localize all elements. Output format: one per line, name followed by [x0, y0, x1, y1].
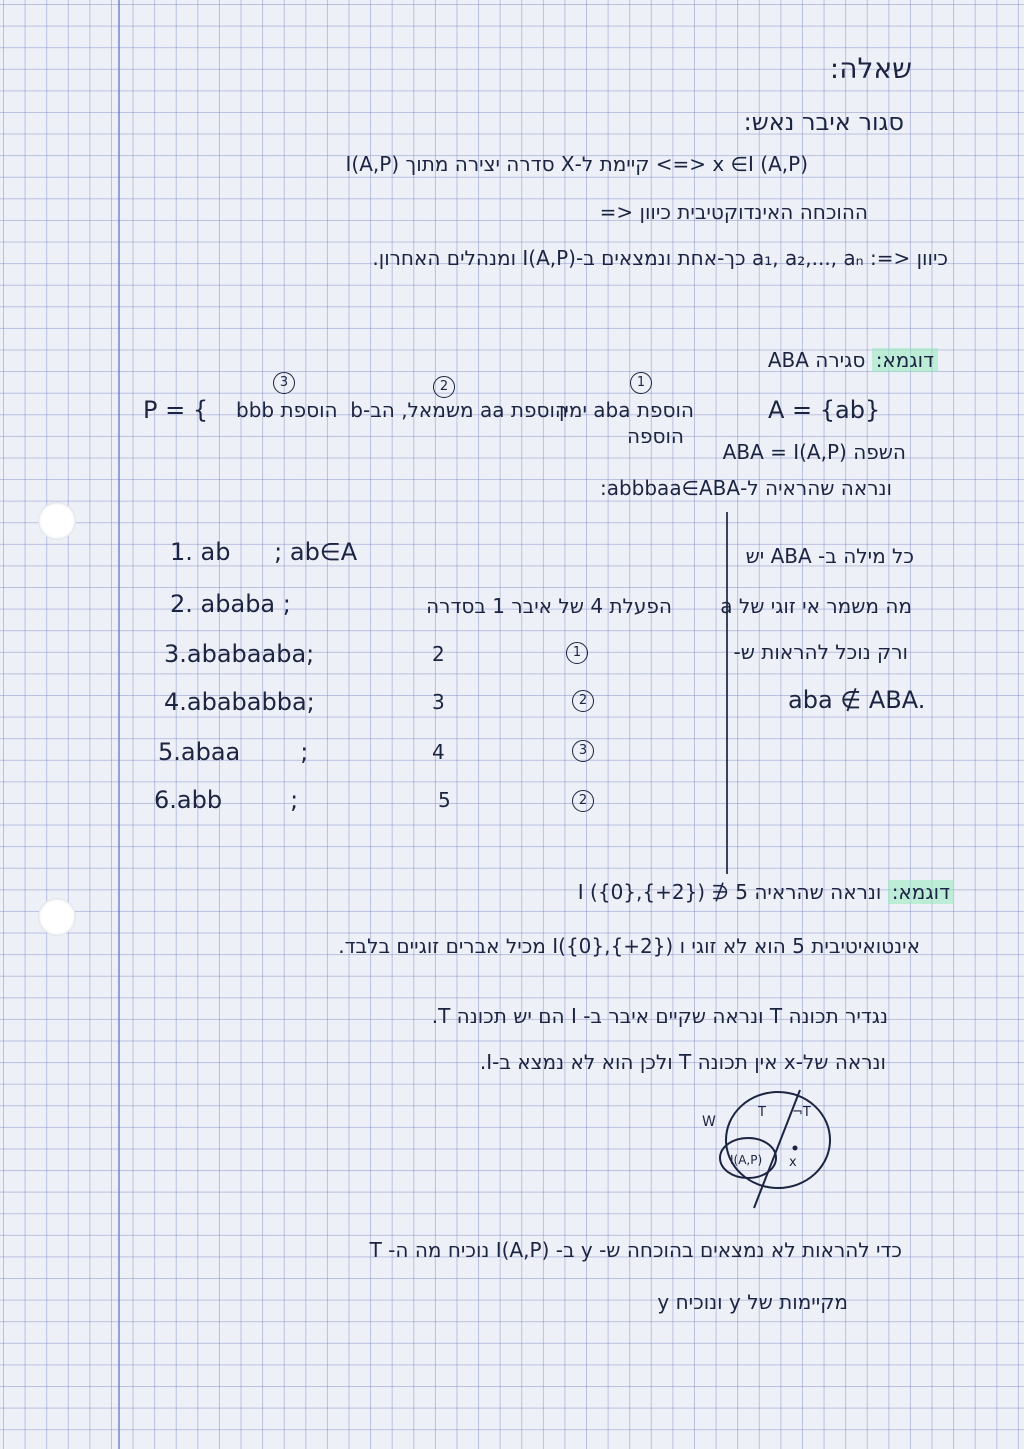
W-set-ellipse [726, 1092, 830, 1188]
example-title: סגירה ABA [767, 348, 866, 372]
step-1 [170, 538, 357, 566]
example-2-line-2: נגדיר תכונה T ונראה שקיים איבר ב- I הם יש תכונה T. [431, 1004, 888, 1028]
closure-definition-line: x ∈I (A,P) <=> קיימת ל-X סדרה יצירה מתוך I(A,P) [345, 152, 808, 176]
step-word: ababa [200, 590, 276, 618]
step-number: 4. [164, 688, 187, 716]
W-label: W [702, 1114, 716, 1130]
step-3-operation: 1 [566, 642, 588, 664]
closure-definition-heading: סגור איבר נאש: [743, 108, 904, 136]
step-2-explanation: הפעלת 4 של איבר 1 בסדרה [426, 594, 672, 618]
proof-direction-line: ההוכחה האינדוקטיבית כיוון <= [599, 200, 868, 224]
step-4 [164, 688, 315, 716]
example-2-heading [578, 880, 954, 904]
binder-hole-bottom [38, 898, 76, 936]
side-note-line-4: aba ∉ ABA. [788, 686, 926, 714]
proof-converse-line: כיוון <=: a₁, a₂,..., aₙ כך-אחת ונמצאים ב-I(A,P) ומנהלים האחרון. [372, 246, 948, 270]
step-reason: ; ab∈A [274, 538, 358, 566]
P-definition: P = { [143, 396, 209, 424]
venn-diagram [700, 1080, 840, 1220]
conclusion-line-1: כדי להראות לא נמצאים בהוכחה ש- y ב- I(A,P) נוכיח מה ה- T [369, 1238, 902, 1262]
operation-3: bbb הוספת [236, 398, 338, 422]
side-note-line-2: מה משמר אי זוגי של a [720, 594, 912, 618]
I-label: I(A,P) [730, 1153, 763, 1167]
T-label: T [758, 1105, 766, 1120]
example-2-line-3: ונראה של-x אין תכונה T ולכן הוא לא נמצא ב-I. [479, 1050, 886, 1074]
step-number: 3. [164, 640, 187, 668]
not-T-label: ¬T [792, 1105, 811, 1120]
step-word: ababaaba [186, 640, 307, 668]
step-2 [170, 590, 291, 618]
step-6-operation: 2 [572, 790, 594, 812]
show-line: ונראה שהראיה ל-abbbaa∈ABA: [599, 476, 892, 500]
step-6 [154, 786, 298, 814]
conclusion-line-2: מקיימות של y ונוכיח y [657, 1290, 848, 1314]
step-reason: ; [306, 640, 315, 668]
operation-1-marker: 1 [630, 372, 652, 394]
step-number: 6. [154, 786, 177, 814]
step-word: abb [176, 786, 223, 814]
step-4-operation: 2 [572, 690, 594, 712]
step-word: abababba [186, 688, 307, 716]
example-2-line-1: אינטואיטיבית 5 הוא לא זוגי ו I({0},{+2}) מכיל אברים זוגיים בלבד. [338, 934, 920, 958]
step-3-iteration: 2 [432, 642, 445, 666]
operation-3-marker: 3 [273, 372, 295, 394]
side-note-line-3: ורק נוכל להראות ש- [733, 640, 908, 664]
step-5-iteration: 4 [432, 740, 445, 764]
operation-continuation: הוספה [626, 424, 684, 448]
closure-equation: השפה ABA = I(A,P) [722, 440, 906, 464]
margin-line [118, 0, 120, 1449]
step-word: abaa [180, 738, 241, 766]
operation-2: הוספת aa משמאל, הב-b [350, 398, 568, 422]
example-2-text: ונראה שהראיה 5 ∉ I ({0},{+2}) [577, 880, 882, 904]
example-label: דוגמא: [872, 348, 938, 372]
step-4-iteration: 3 [432, 690, 445, 714]
x-label: x [789, 1155, 797, 1170]
step-reason: ; [290, 786, 299, 814]
step-word: ab [200, 538, 231, 566]
step-5-operation: 3 [572, 740, 594, 762]
step-reason: ; [300, 738, 309, 766]
step-number: 1. [170, 538, 193, 566]
step-6-iteration: 5 [438, 788, 451, 812]
A-definition: A = {ab} [768, 396, 881, 424]
side-note-divider [726, 512, 728, 874]
step-reason: ; [282, 590, 291, 618]
step-3 [164, 640, 314, 668]
step-5 [158, 738, 308, 766]
example-2-label: דוגמא: [888, 880, 954, 904]
step-number: 5. [158, 738, 181, 766]
binder-hole-top [38, 502, 76, 540]
operation-1: הוספת aba ימין [558, 398, 694, 422]
x-point [793, 1146, 798, 1151]
example-heading [768, 348, 938, 372]
step-number: 2. [170, 590, 193, 618]
side-note-line-1: כל מילה ב- ABA יש [745, 544, 914, 568]
page-title: שאלה: [829, 52, 912, 85]
operation-2-marker: 2 [433, 376, 455, 398]
step-reason: ; [306, 688, 315, 716]
